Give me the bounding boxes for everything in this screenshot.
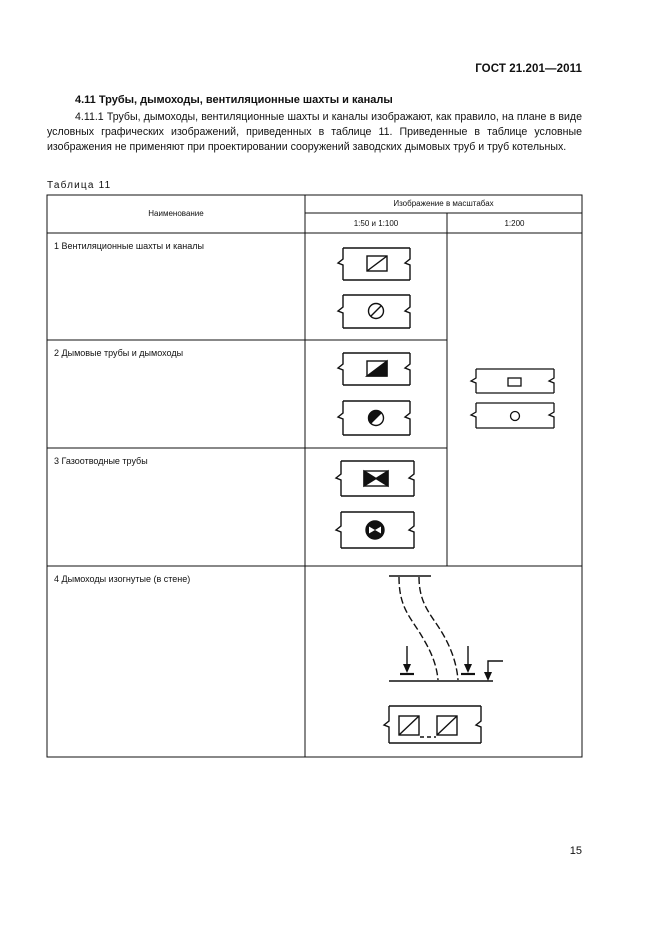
table-row-3-label: 3 Газоотводные трубы [54,456,148,466]
table-row-2-label: 2 Дымовые трубы и дымоходы [54,348,184,358]
table-header-image: Изображение в масштабах [393,199,494,208]
table-header-name: Наименование [148,209,204,218]
table-grid [47,195,582,757]
page-number: 15 [569,845,582,857]
section-paragraph: 4.11.1 Трубы, дымоходы, вентиляционные шахты и каналы изображают, как правило, на плане в виде условных графических изображений, приведенных в таблице 11. Приведенные в таблице условные изображения не применяют при проектировании сооружений заводских дымовых труб и труб котельных. [47,111,582,153]
curved-chimney-plan-symbol [384,706,481,743]
table-header-scale-2: 1:200 [504,219,525,228]
section-title: 4.11 Трубы, дымоходы, вентиляционные шахты и каналы [75,94,393,106]
gas-exhaust-square-symbol [336,461,414,496]
table-caption: Таблица 11 [47,180,112,191]
curved-chimney-elevation-symbol [389,576,503,681]
table-row-1-label: 1 Вентиляционные шахты и каналы [54,241,204,251]
small-scale-square-symbol [471,369,554,393]
table-header-scale-1: 1:50 и 1:100 [353,219,399,228]
table-row-4-label: 4 Дымоходы изогнутые (в стене) [54,574,191,584]
gas-exhaust-round-symbol [336,512,414,548]
small-scale-round-symbol [471,403,554,428]
document-header-standard: ГОСТ 21.201—2011 [475,63,582,75]
smoke-pipe-round-symbol [338,401,410,435]
ventilation-shaft-round-symbol [338,295,410,328]
ventilation-shaft-square-symbol [338,248,410,280]
smoke-pipe-square-symbol [338,353,410,385]
